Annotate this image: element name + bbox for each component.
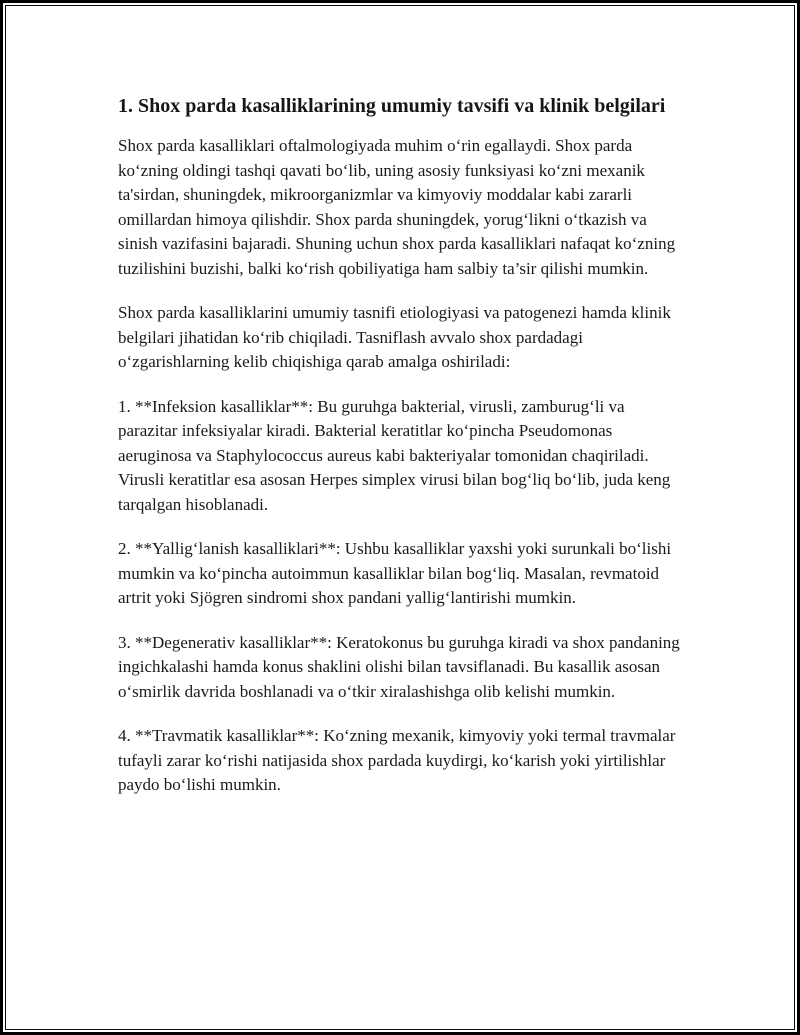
page-inner-border [5,5,795,1030]
paragraph-intro: Shox parda kasalliklari oftalmologiyada muhim o‘rin egallaydi. Shox parda ko‘zning oldingi tashqi qavati bo‘lib, uning asosiy funksiyasi ko‘zni mexanik ta'sirdan, shuningdek, mikroorganizmlar va kimyoviy moddalar kabi zararli omillardan himoya qilishdir. Shox parda shuningdek, yorug‘likni o‘tkazish va sinish vazifasini bajaradi. Shuning uchun shox parda kasalliklari nafaqat ko‘zning tuzilishini buzishi, balki ko‘rish qobiliyatiga ham salbiy ta’sir qilishi mumkin. [118,136,676,278]
paragraph-item-traumatic: 4. **Travmatik kasalliklar**: Ko‘zning mexanik, kimyoviy yoki termal travmalar tufayli zarar ko‘rishi natijasida shox pardada kuydirgi, ko‘karish yoki yirtilishlar paydo bo‘lishi mumkin. [118,726,676,794]
paragraph-item-infectious: 1. **Infeksion kasalliklar**: Bu guruhga bakterial, virusli, zamburug‘li va parazitar infeksiyalar kiradi. Bakterial keratitlar ko‘pincha Pseudomonas aeruginosa va Staphylococcus aureus kabi bakteriyalar tomonidan chaqiriladi. Virusli keratitlar esa asosan Herpes simplex virusi bilan bog‘liq bo‘lib, juda keng tarqalgan hisoblanadi. [118,396,671,514]
document-page [6,6,794,798]
document-heading: 1. Shox parda kasalliklarining umumiy tavsifi va klinik belgilari [118,95,666,117]
paragraph-item-inflammatory: 2. **Yallig‘lanish kasalliklari**: Ushbu kasalliklar yaxshi yoki surunkali bo‘lishi mumkin va ko‘pincha autoimmun kasalliklar bilan bog‘liq. Masalan, revmatoid artrit yoki Sjögren sindromi shox pandani yallig‘lantirishi mumkin. [118,539,672,607]
paragraph-classification-intro: Shox parda kasalliklarini umumiy tasnifi etiologiyasi va patogenezi hamda klinik belgilari jihatidan ko‘rib chiqiladi. Tasniflash avvalo shox pardadagi o‘zgarishlarning kelib chiqishiga qarab amalga oshiriladi: [118,303,671,371]
paragraph-item-degenerative: 3. **Degenerativ kasalliklar**: Keratokonus bu guruhga kiradi va shox pandaning ingichkalashi hamda konus shaklini olishi bilan tavsiflanadi. Bu kasallik asosan o‘smirlik davrida boshlanadi va o‘tkir xiralashishga olib kelishi mumkin. [118,632,680,701]
